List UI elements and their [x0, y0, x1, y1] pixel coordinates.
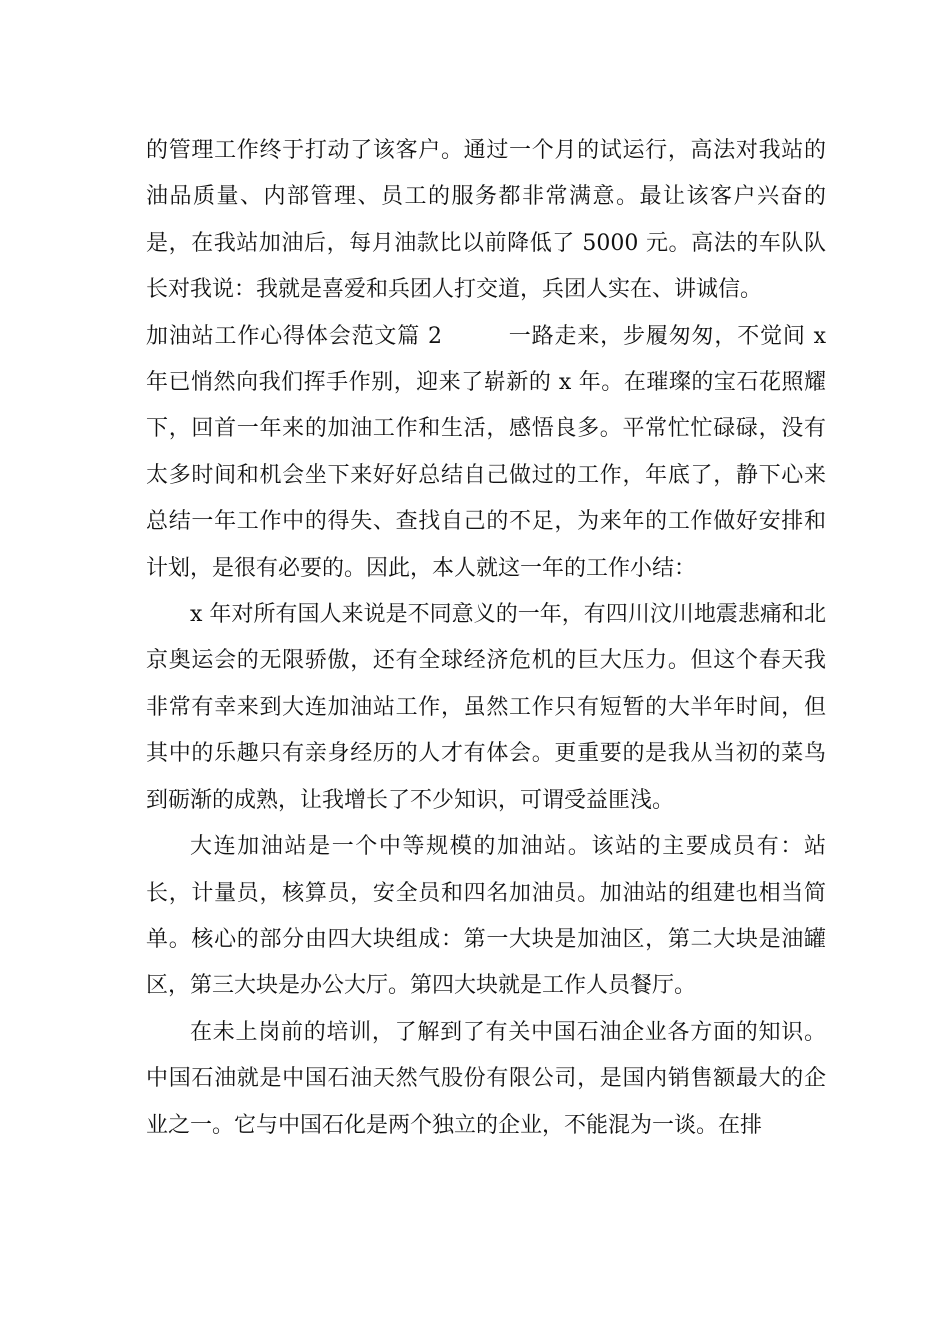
paragraph-customer-service: 的管理工作终于打动了该客户。通过一个月的试运行，高法对我站的油品质量、内部管理、员工的服务都非常满意。最让该客户兴奋的是，在我站加油后，每月油款比以前降低了 5000 元。高法的车队队长对我说：我就是喜爱和兵团人打交道，兵团人实在、讲诚信。	[146, 138, 826, 303]
essay-intro-text: 一路走来，步履匆匆，不觉间 x 年已悄然向我们挥手作别，迎来了崭新的 x 年。在璀璨的宝石花照耀下，回首一年来的加油工作和生活，感悟良多。平常忙忙碌碌，没有太多时间和机会坐下来好好总结自己做过的工作，年底了，静下心来总结一年工作中的得失、查找自己的不足，为来年的工作做好安排和计划，是很有必要的。因此，本人就这一年的工作小结：	[146, 323, 826, 581]
paragraph-station-overview: 大连加油站是一个中等规模的加油站。该站的主要成员有：站长，计量员，核算员，安全员和四名加油员。加油站的组建也相当简单。核心的部分由四大块组成：第一大块是加油区，第二大块是油罐区，第三大块是办公大厅。第四大块就是工作人员餐厅。	[146, 834, 826, 999]
paragraph-training: 在未上岗前的培训，了解到了有关中国石油企业各方面的知识。中国石油就是中国石油天然气股份有限公司，是国内销售额最大的企业之一。它与中国石化是两个独立的企业，不能混为一谈。在排	[146, 1019, 826, 1138]
essay-heading: 加油站工作心得体会范文篇 2	[146, 323, 442, 349]
document-body	[146, 128, 826, 1149]
paragraph-essay-intro	[146, 314, 826, 592]
paragraph-year-reflection: x 年对所有国人来说是不同意义的一年，有四川汶川地震悲痛和北京奥运会的无限骄傲，还有全球经济危机的巨大压力。但这个春天我非常有幸来到大连加油站工作，虽然工作只有短暂的大半年时间，但其中的乐趣只有亲身经历的人才有体会。更重要的是我从当初的菜鸟到砺渐的成熟，让我增长了不少知识，可谓受益匪浅。	[146, 602, 826, 813]
